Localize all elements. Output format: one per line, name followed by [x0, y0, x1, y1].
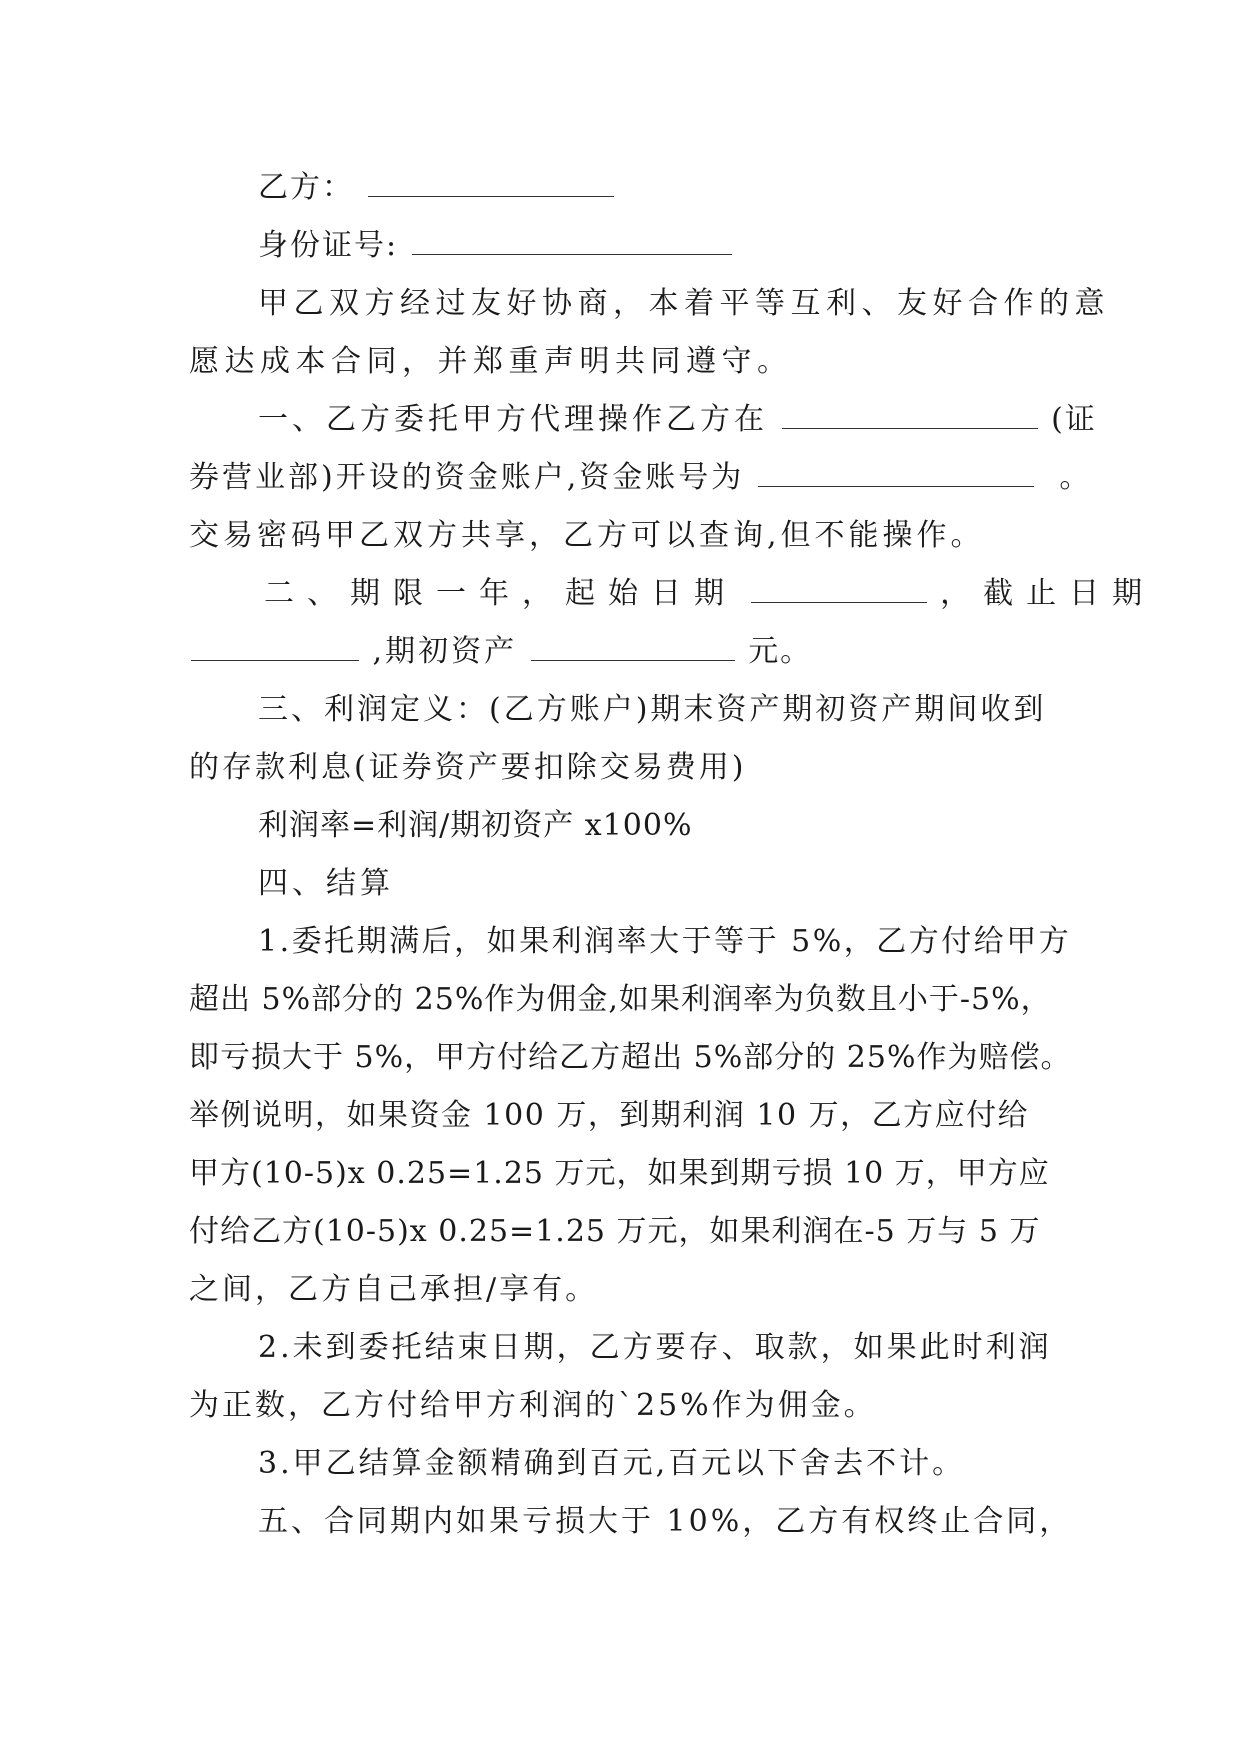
securities-branch-blank[interactable]: [782, 402, 1038, 429]
clause-4-2-text-2: 为正数，乙方付给甲方利润的`25%作为佣金。: [189, 1388, 877, 1423]
clause-2-line-1: [264, 574, 1155, 614]
clause-3-text-b: 的存款利息(证券资产要扣除交易费用): [189, 750, 747, 785]
clause-4-3-line: [258, 1444, 965, 1484]
clause-4-heading: [258, 864, 394, 904]
clause-4-2-line-2: [189, 1386, 877, 1426]
profit-rate-formula: [258, 806, 692, 846]
clause-4-1-line-4: [189, 1096, 1029, 1136]
clause-2-text-a: 二、期限一年，起始日期: [264, 576, 737, 611]
clause-4-1-text-4: 举例说明，如果资金 100 万，到期利润 10 万，乙方应付给: [189, 1098, 1030, 1133]
id-number-blank[interactable]: [412, 228, 732, 255]
clause-5-line-1: [258, 1502, 1072, 1542]
preamble-text-2: 愿达成本合同，并郑重声明共同遵守。: [189, 344, 793, 379]
clause-4-heading-text: 四、结算: [258, 866, 394, 901]
clause-4-1-text-7: 之间，乙方自己承担/享有。: [189, 1272, 599, 1307]
clause-1-text-e: 交易密码甲乙双方共享，乙方可以查询,但不能操作。: [189, 518, 985, 553]
clause-4-1-line-2: [189, 980, 1052, 1020]
account-number-blank[interactable]: [758, 460, 1034, 487]
clause-4-1-line-5: [189, 1154, 1050, 1194]
clause-2-text-c: ,期初资产: [372, 634, 518, 669]
clause-4-1-line-7: [189, 1270, 598, 1310]
initial-assets-blank[interactable]: [531, 634, 735, 661]
clause-4-3-text: 3.甲乙结算金额精确到百元,百元以下舍去不计。: [258, 1446, 966, 1481]
clause-2-line-2: [189, 632, 812, 672]
end-date-blank[interactable]: [191, 634, 359, 661]
clause-1-line-2: [189, 458, 1091, 498]
clause-2-text-d: 元。: [748, 634, 813, 669]
clause-1-text-d: 。: [1059, 460, 1092, 495]
clause-1-text-a: 一、乙方委托甲方代理操作乙方在: [258, 402, 768, 437]
id-number-line: [258, 226, 734, 266]
profit-rate-text: 利润率=利润/期初资产 x100%: [258, 808, 693, 843]
clause-4-1-line-1: [258, 922, 1071, 962]
preamble-text-1: 甲乙双方经过友好协商，本着平等互利、友好合作的意: [258, 286, 1110, 321]
preamble-line-2: [189, 342, 793, 382]
clause-2-text-b: ，截止日期: [940, 576, 1156, 611]
clause-1-line-1: [258, 400, 1097, 440]
clause-3-line-1: [258, 690, 1046, 730]
party-b-line: [258, 168, 616, 208]
clause-4-1-text-5: 甲方(10-5)x 0.25=1.25 万元，如果到期亏损 10 万，甲方应: [189, 1156, 1050, 1191]
clause-4-2-line-1: [258, 1328, 1052, 1368]
clause-1-line-3: [189, 516, 985, 556]
id-number-label: 身份证号:: [258, 228, 399, 263]
clause-4-1-text-2: 超出 5%部分的 25%作为佣金,如果利润率为负数且小于-5%，: [189, 982, 1052, 1017]
preamble-line-1: [258, 284, 1110, 324]
clause-4-1-line-3: [189, 1038, 1071, 1078]
clause-5-text-1: 五、合同期内如果亏损大于 10%，乙方有权终止合同，: [258, 1504, 1073, 1539]
clause-3-text-a: 三、利润定义：(乙方账户)期末资产期初资产期间收到: [258, 692, 1047, 727]
clause-4-1-line-6: [189, 1212, 1040, 1252]
clause-3-line-2: [189, 748, 746, 788]
party-b-label: 乙方：: [258, 170, 354, 205]
clause-4-2-text-1: 2.未到委托结束日期，乙方要存、取款，如果此时利润: [258, 1330, 1052, 1365]
clause-1-text-b: (证: [1051, 402, 1097, 437]
clause-4-1-text-3: 即亏损大于 5%，甲方付给乙方超出 5%部分的 25%作为赔偿。: [189, 1040, 1072, 1075]
clause-4-1-text-1: 1.委托期满后，如果利润率大于等于 5%，乙方付给甲方: [258, 924, 1072, 959]
clause-1-text-c: 券营业部)开设的资金账户,资金账号为: [189, 460, 745, 495]
party-b-blank[interactable]: [368, 170, 614, 197]
clause-4-1-text-6: 付给乙方(10-5)x 0.25=1.25 万元，如果利润在-5 万与 5 万: [189, 1214, 1041, 1249]
start-date-blank[interactable]: [751, 576, 927, 603]
